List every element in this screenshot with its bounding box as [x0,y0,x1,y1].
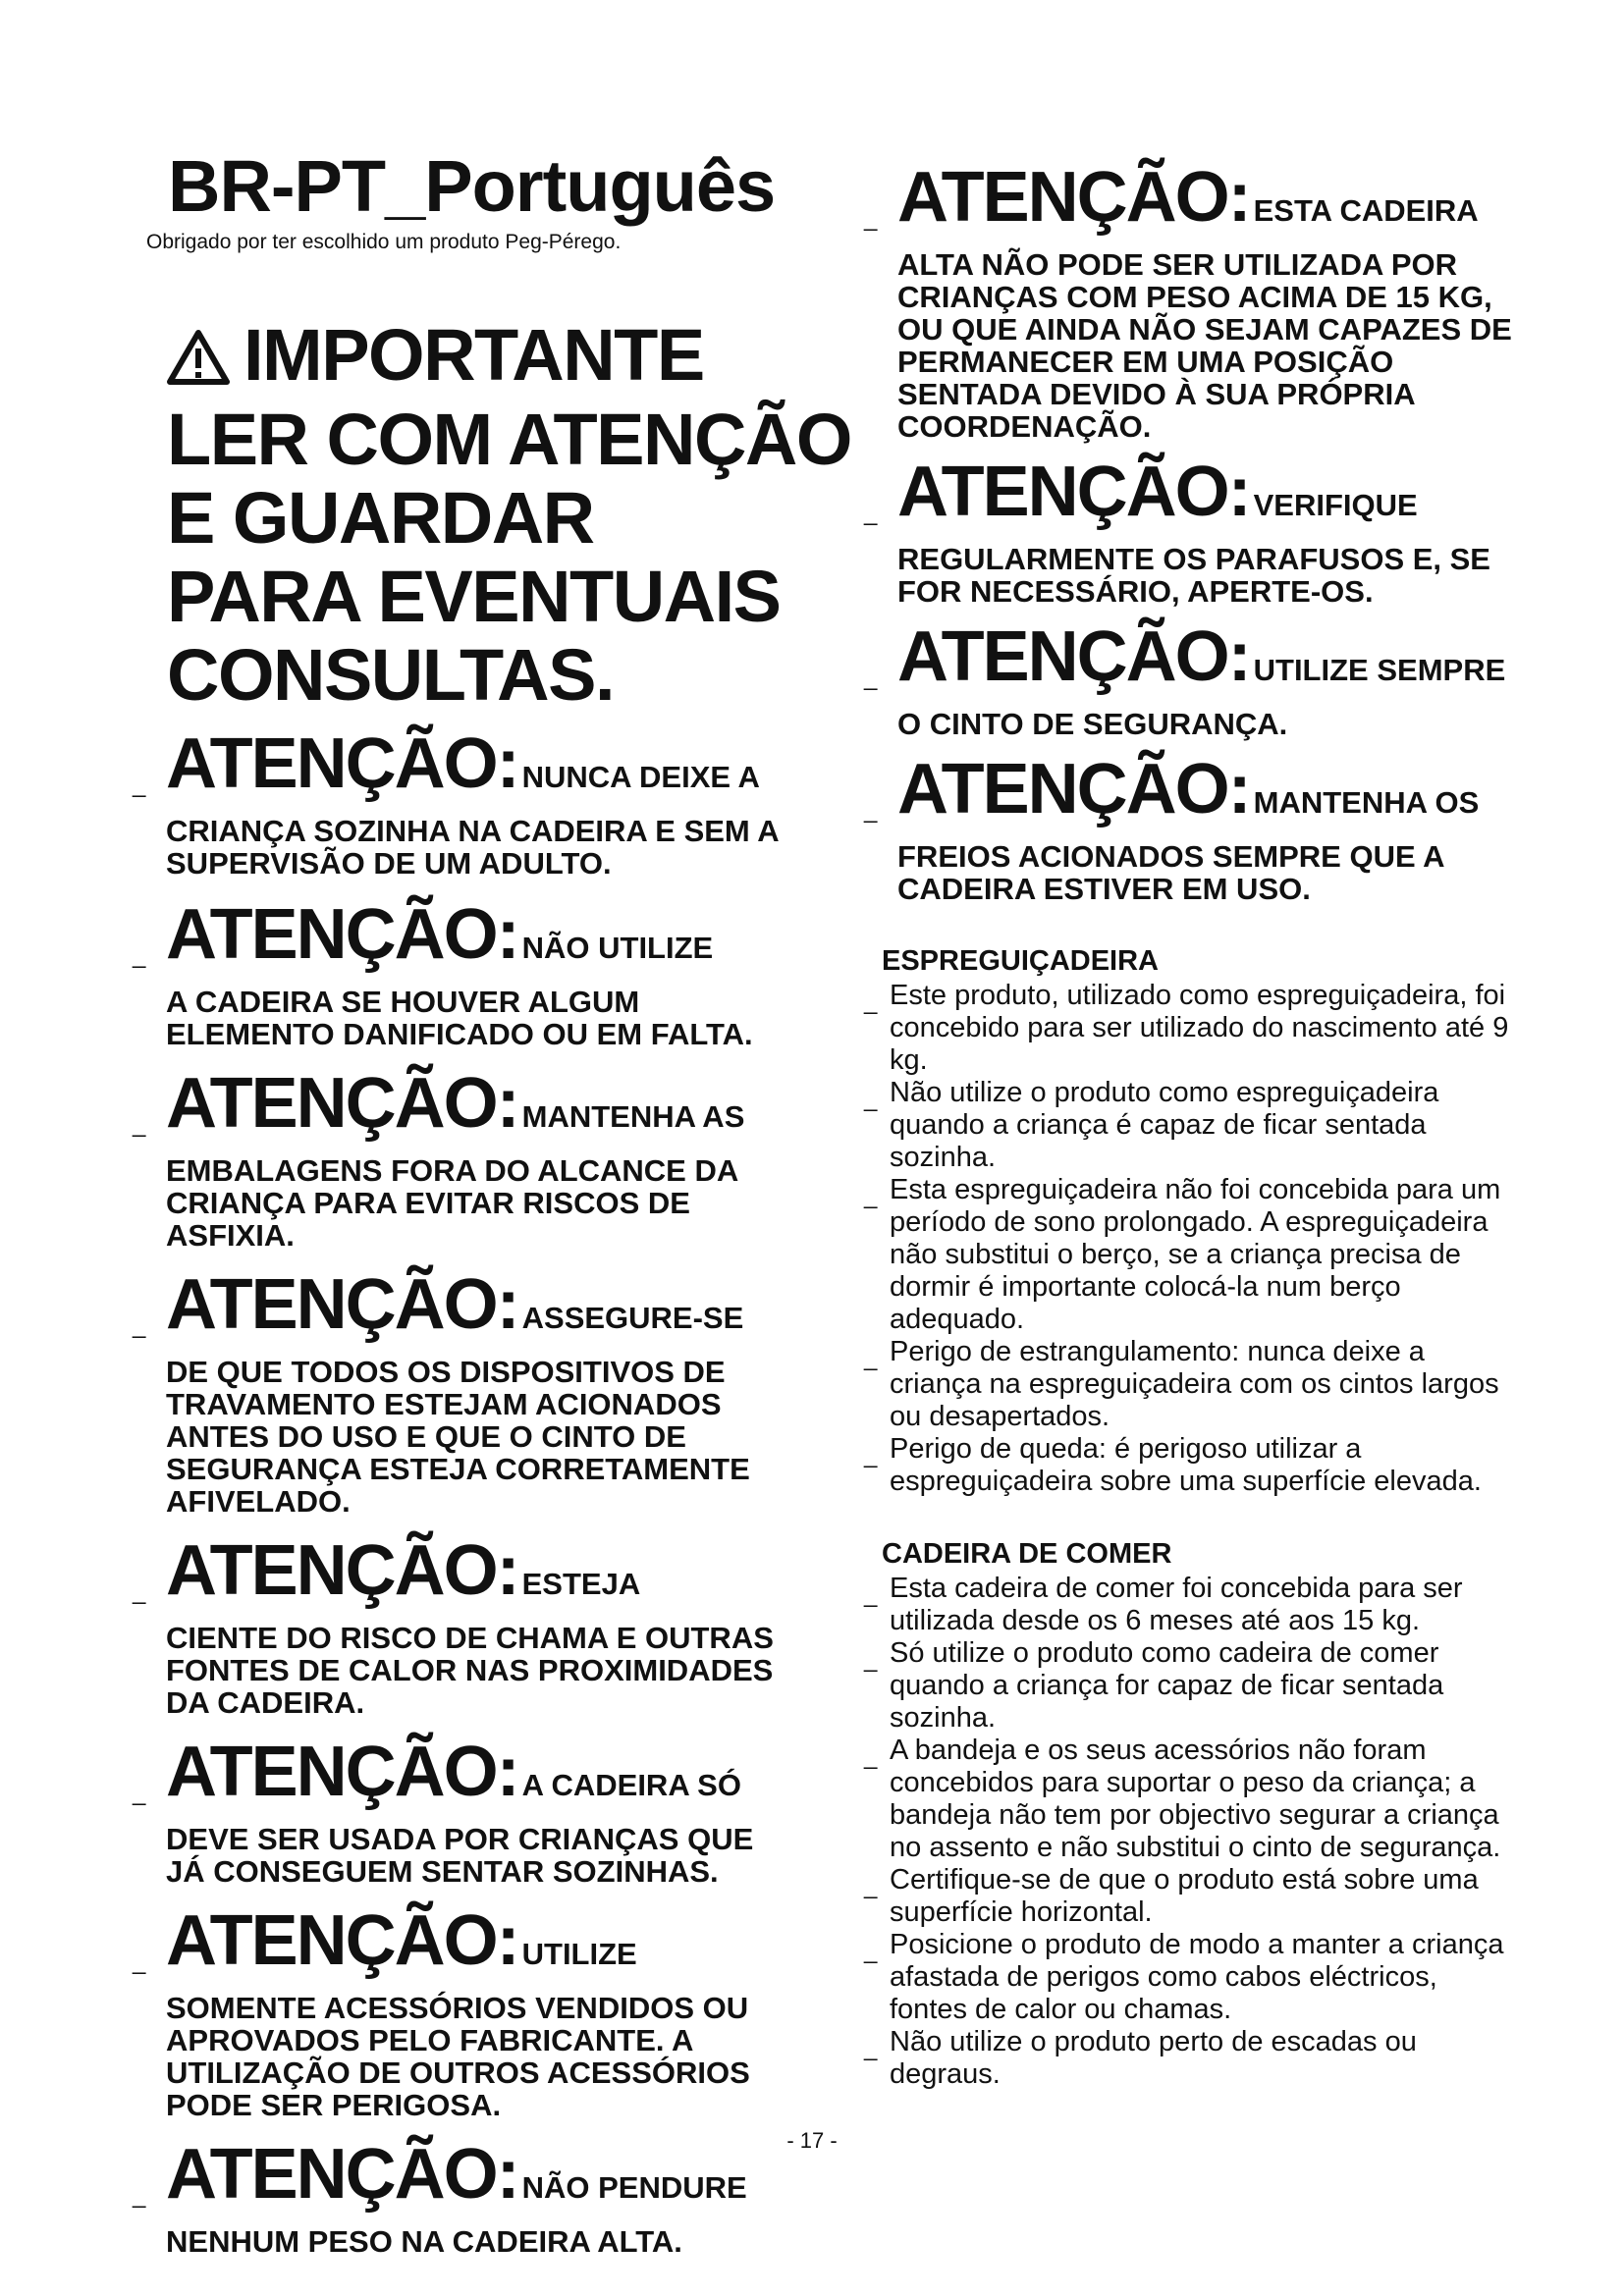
list-item: _ Perigo de queda: é perigoso utilizar a espreguiçadeira sobre uma superfície elevada. [864,1433,1482,1497]
dash-marker: _ [864,500,878,526]
warning-item [864,453,1512,609]
warning-heading: ATENÇÃO: NÃO PENDURE [166,2135,747,2214]
warning-heading: ATENÇÃO: MANTENHA AS [166,1064,745,1143]
page-number: - 17 - [786,2128,838,2153]
language-title: BR-PT_Português [168,145,776,227]
list-item: _ Só utilize o produto como cadeira de comer quando a criança for capaz de ficar sentada sozinha. [864,1637,1444,1734]
right-column [864,158,1512,2091]
list-item: _ Posicione o produto de modo a manter a criança afastada de perigos como cabos eléctricos, fontes de calor ou chamas. [864,1929,1504,2025]
warning-text: SOMENTE ACESSÓRIOS VENDIDOS OU APROVADOS PELO FABRICANTE. A UTILIZAÇÃO DE OUTROS ACESSÓRIOS PODE SER PERIGOSA. [166,1991,750,2122]
dash-marker: _ [133,1949,146,1975]
dash-marker: _ [133,1111,146,1138]
warning-item [133,1733,800,1889]
warning-heading: ATENÇÃO: UTILIZE SEMPRE [897,617,1506,696]
important-line: LER COM ATENÇÃO [167,399,851,480]
dash-marker: _ [133,942,146,969]
section-title-espreguicadeira: ESPREGUIÇADEIRA [882,945,1159,977]
warning-text: NENHUM PESO NA CADEIRA ALTA. [166,2224,682,2259]
warning-text: FREIOS ACIONADOS SEMPRE QUE A CADEIRA ESTIVER EM USO. [897,839,1444,906]
warning-item [133,895,800,1051]
warning-text: A CADEIRA SE HOUVER ALGUM ELEMENTO DANIFICADO OU EM FALTA. [166,985,753,1051]
warning-heading: ATENÇÃO: NUNCA DEIXE A [166,724,760,803]
dash-marker: _ [133,1780,146,1806]
warning-text: EMBALAGENS FORA DO ALCANCE DA CRIANÇA PARA EVITAR RISCOS DE ASFIXIA. [166,1153,738,1253]
warning-triangle-icon [167,322,230,400]
list-item: _ Certifique-se de que o produto está sobre uma superfície horizontal. [864,1864,1479,1928]
important-line: CONSULTAS. [167,634,615,716]
warning-heading: ATENÇÃO: ASSEGURE-SE [166,1265,744,1344]
warning-item [133,1531,800,1720]
important-block [167,314,851,716]
dash-marker: _ [133,772,146,798]
important-line: IMPORTANTE [167,316,800,400]
warning-item [133,1064,800,1253]
warning-text: DE QUE TODOS OS DISPOSITIVOS DE TRAVAMENTO ESTEJAM ACIONADOS ANTES DO USO E QUE O CINTO DE SEGURANÇA ESTEJA CORRETAMENTE AFIVELADO. [166,1355,750,1519]
thanks-line: Obrigado por ter escolhido um produto Peg-Pérego. [146,231,622,253]
list-item: _ A bandeja e os seus acessórios não foram concebidos para suportar o peso da criança; a bandeja não tem por objectivo segurar a criança no assento e não substitui o cinto de segurança. [864,1735,1501,1863]
warning-heading: ATENÇÃO: A CADEIRA SÓ [166,1733,741,1811]
important-line: E GUARDAR [167,477,594,559]
warning-text: REGULARMENTE OS PARAFUSOS E, SE FOR NECESSÁRIO, APERTE-OS. [897,542,1490,609]
warning-heading: ATENÇÃO: ESTEJA [166,1531,641,1610]
dash-marker: _ [133,1312,146,1339]
dash-marker: _ [133,2182,146,2209]
warning-item [864,158,1512,444]
warning-item [864,617,1512,741]
dash-marker: _ [864,205,878,232]
list-item: _ Não utilize o produto perto de escadas ou degraus. [864,2026,1417,2090]
section-title-cadeira-de-comer: CADEIRA DE COMER [882,1538,1172,1570]
warning-text: O CINTO DE SEGURANÇA. [897,707,1288,741]
warning-heading: ATENÇÃO: NÃO UTILIZE [166,895,714,974]
important-line: PARA EVENTUAIS [167,556,781,637]
list-item: _ Este produto, utilizado como espreguiçadeira, foi concebido para ser utilizado do nascimento até 9 kg. [864,980,1509,1076]
warning-item [133,1265,800,1519]
warning-item [133,2135,800,2259]
list-item: _ Não utilize o produto como espreguiçadeira quando a criança é capaz de ficar sentada sozinha. [864,1077,1439,1173]
list-item: _ Perigo de estrangulamento: nunca deixe a criança na espreguiçadeira com os cintos largos ou desapertados. [864,1336,1499,1432]
warning-item [133,1901,800,2122]
dash-marker: _ [864,665,878,691]
warning-heading: ATENÇÃO: VERIFIQUE [897,453,1418,531]
list-item: _ Esta espreguiçadeira não foi concebida para um período de sono prolongado. A espreguiçadeira não substitui o berço, se a criança precisa de dormir é importante colocá-la num berço adequado. [864,1174,1501,1335]
warning-heading: ATENÇÃO: ESTA CADEIRA [897,158,1479,237]
warning-text: CRIANÇA SOZINHA NA CADEIRA E SEM A SUPERVISÃO DE UM ADULTO. [166,814,779,881]
warning-text: DEVE SER USADA POR CRIANÇAS QUE JÁ CONSEGUEM SENTAR SOZINHAS. [166,1822,754,1889]
warning-text: CIENTE DO RISCO DE CHAMA E OUTRAS FONTES DE CALOR NAS PROXIMIDADES DA CADEIRA. [166,1621,774,1720]
warning-item [133,724,800,881]
dash-marker: _ [133,1578,146,1605]
dash-marker: _ [864,797,878,824]
list-item: _ Esta cadeira de comer foi concebida para ser utilizada desde os 6 meses até aos 15 kg. [864,1573,1463,1636]
warning-heading: ATENÇÃO: UTILIZE [166,1901,637,1980]
warning-heading: ATENÇÃO: MANTENHA OS [897,750,1480,828]
warning-text: ALTA NÃO PODE SER UTILIZADA POR CRIANÇAS COM PESO ACIMA DE 15 KG, OU QUE AINDA NÃO SEJAM CAPAZES DE PERMANECER EM UMA POSIÇÃO SENTADA DEVIDO À SUA PRÓPRIA COORDENAÇÃO. [897,247,1512,444]
warning-item [864,750,1512,906]
